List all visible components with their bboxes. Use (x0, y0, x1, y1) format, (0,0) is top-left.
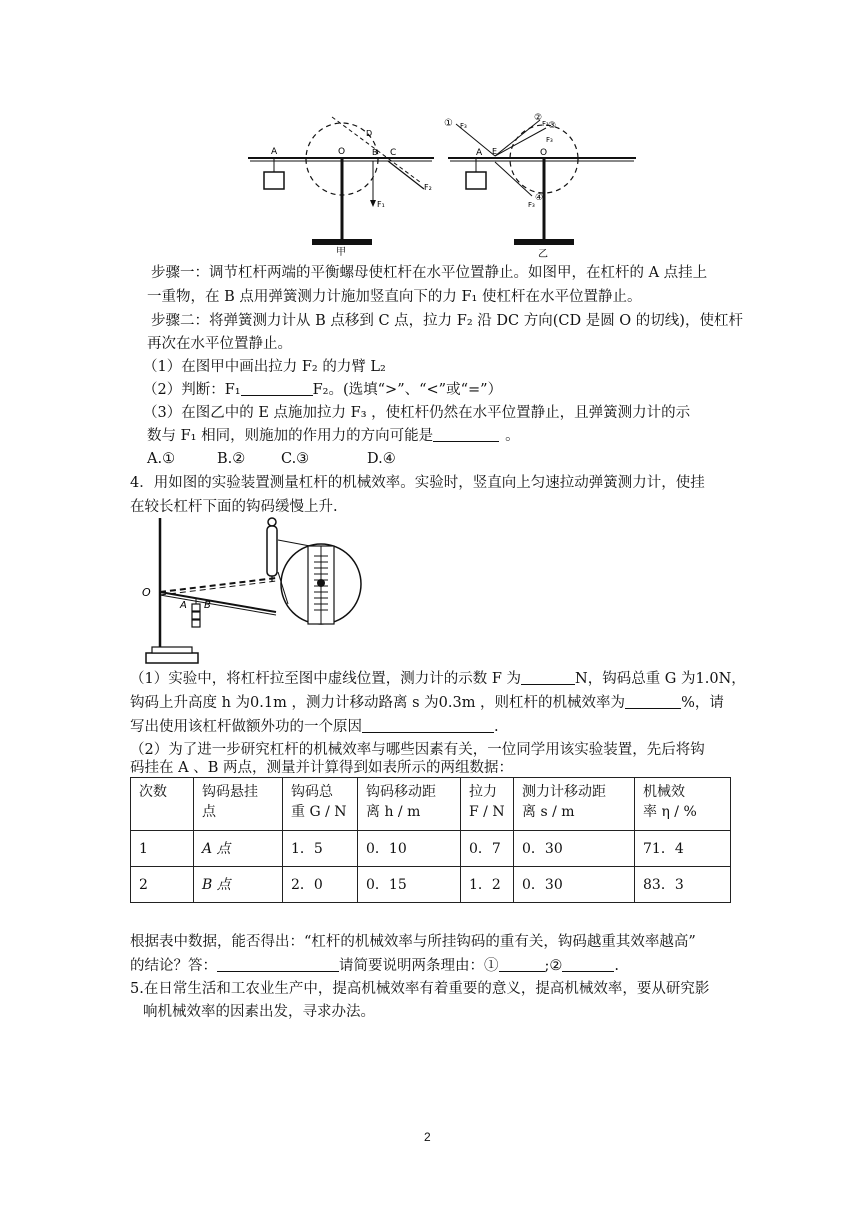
answer-blank-extra-work[interactable] (362, 718, 494, 733)
table-cell: 0．30 (514, 831, 635, 867)
table-cell: 2．0 (283, 867, 358, 903)
label-B: B (372, 148, 378, 157)
option-c: C.③ (281, 451, 310, 467)
label-O: O (338, 147, 346, 157)
q4-p1-text-f: . (494, 719, 499, 735)
q4-conc-text-c: ;② (544, 958, 563, 974)
lever-figure-yi (440, 112, 640, 262)
q5-line2: 响机械效率的因素出发，寻求办法。 (143, 1004, 375, 1020)
q3-sub1: （1）在图甲中画出拉力 F₂ 的力臂 L₂ (143, 359, 386, 375)
answer-blank-efficiency[interactable] (625, 694, 681, 709)
label-jia: 甲 (336, 247, 346, 258)
q4-p1-text-d: %，请 (681, 695, 724, 711)
table-header-cell: 钩码悬挂 点 (194, 778, 283, 831)
q4-part1-line3 (130, 717, 499, 737)
table-cell: 0．10 (358, 831, 461, 867)
q3-options (147, 449, 396, 469)
q4-conc-text-a: 的结论？答： (130, 958, 217, 974)
table-cell: A 点 (194, 831, 283, 867)
table-header-cell: 测力计移动距 离 s / m (514, 778, 635, 831)
q4-conc-text-d: . (614, 958, 619, 974)
table-cell: B 点 (194, 867, 283, 903)
label-F3d: F₃ (528, 201, 535, 209)
q4-conclusion-line1: 根据表中数据，能否得出：“杠杆的机械效率与所挂钩码的重有关，钩码越重其效率越高” (130, 934, 696, 950)
label-c2: ② (534, 113, 543, 123)
label-O2: O (540, 148, 548, 158)
table-cell: 83．3 (635, 867, 731, 903)
table-cell: 0．30 (514, 867, 635, 903)
label-F3b: F₁ (542, 120, 549, 128)
table-header-row (131, 778, 731, 831)
table-cell: 0．15 (358, 867, 461, 903)
q4-intro-line2: 在较长杠杆下面的钩码缓慢上升. (130, 499, 338, 515)
q3-step1-line1: 步骤一：调节杠杆两端的平衡螺母使杠杆在水平位置静止。如图甲，在杠杆的 A 点挂上 (151, 265, 708, 281)
table-header-cell: 次数 (131, 778, 194, 831)
answer-blank-yes-no[interactable] (217, 957, 339, 972)
q5-line1: 5.在日常生活和工农业生产中，提高机械效率有着重要的意义，提高机械效率，要从研究影 (130, 981, 710, 997)
q4-part2-line1: （2）为了进一步研究杠杆的机械效率与哪些因素有关，一位同学用该实验装置，先后将钩 (130, 742, 705, 758)
table-row (131, 831, 731, 867)
q4-p1-text-e: 写出使用该杠杆做额外功的一个原因 (130, 719, 362, 735)
answer-blank-direction[interactable] (433, 427, 499, 442)
q3-step2-line2: 再次在水平位置静止。 (147, 336, 292, 352)
answer-blank-reason2[interactable] (562, 957, 614, 972)
option-d: D.④ (367, 451, 396, 467)
label-D: D (366, 129, 373, 138)
label-F3a: F₃ (460, 122, 467, 130)
q4-part1-line2 (130, 693, 724, 713)
label-F1: F₁ (377, 200, 385, 209)
q4-p1-text-c: 钩码上升高度 h 为0.1m ，测力计移动路离 s 为0.3m ，则杠杆的机械效率为 (130, 695, 626, 711)
data-table (130, 777, 731, 903)
q4-p1-text-a: （1）实验中，将杠杆拉至图中虚线位置，测力计的示数 F 为 (130, 671, 522, 687)
table-cell: 0．7 (461, 831, 514, 867)
table-cell: 1 (131, 831, 194, 867)
q3-sub3-text-b: 。 (505, 428, 520, 444)
page-number: 2 (424, 1130, 431, 1144)
answer-blank-force[interactable] (521, 670, 575, 685)
option-a: A.① (147, 451, 176, 467)
answer-blank-reason1[interactable] (499, 957, 545, 972)
q3-step2-line1: 步骤二：将弹簧测力计从 B 点移到 C 点，拉力 F₂ 沿 DC 方向(CD 是圆 O 的切线)，使杠杆 (151, 313, 743, 329)
q4-conclusion-line2 (130, 956, 619, 976)
label-E: E (492, 147, 498, 156)
label-c4: ④ (535, 193, 544, 203)
table-header-cell: 钩码总 重 G / N (283, 778, 358, 831)
table-row (131, 867, 731, 903)
q3-sub2-text-b: F₂。(选填“>”、“<”或“=”） (312, 382, 503, 398)
q3-sub2-text-a: （2）判断：F₁ (143, 382, 241, 398)
q4-part1-line1 (130, 669, 746, 689)
q3-sub2 (143, 380, 502, 400)
label-c1: ① (444, 118, 453, 129)
label-B3: B (204, 600, 211, 611)
label-O3: O (142, 586, 151, 599)
q4-part2-line2: 码挂在 A 、B 两点，测量并计算得到如表所示的两组数据： (130, 760, 513, 776)
label-A3: A (180, 600, 187, 611)
q3-sub3-line2 (147, 426, 520, 446)
table-header-cell: 钩码移动距 离 h / m (358, 778, 461, 831)
q3-sub3-text-a: 数与 F₁ 相同，则施加的作用力的方向可能是 (147, 428, 434, 444)
q4-conc-text-b: 请简要说明两条理由：① (339, 958, 499, 974)
table-cell: 2 (131, 867, 194, 903)
table-cell: 71．4 (635, 831, 731, 867)
table-header-cell: 拉力 F / N (461, 778, 514, 831)
lever-efficiency-apparatus (138, 512, 368, 667)
q4-intro-line1: 4．用如图的实验装置测量杠杆的机械效率。实验时，竖直向上匀速拉动弹簧测力计，使挂 (130, 475, 705, 491)
label-C: C (390, 148, 397, 158)
q3-step1-line2: 一重物，在 B 点用弹簧测力计施加竖直向下的力 F₁ 使杠杆在水平位置静止。 (147, 289, 642, 305)
q4-p1-text-b: N，钩码总重 G 为1.0N， (575, 671, 746, 687)
label-A2: A (476, 148, 483, 158)
label-A: A (271, 147, 278, 157)
label-yi: 乙 (538, 249, 548, 260)
label-c3: ③ (548, 121, 557, 131)
label-F2: F₂ (424, 183, 432, 192)
label-F3c: F₃ (546, 136, 553, 144)
option-b: B.② (217, 451, 246, 467)
table-header-cell: 机械效 率 η / % (635, 778, 731, 831)
table-cell: 1．5 (283, 831, 358, 867)
table-cell: 1．2 (461, 867, 514, 903)
q3-sub3-line1: （3）在图乙中的 E 点施加拉力 F₃ ，使杠杆仍然在水平位置静止，且弹簧测力计的示 (143, 405, 691, 421)
answer-blank-compare[interactable] (241, 381, 313, 396)
lever-figure-jia (240, 112, 440, 262)
